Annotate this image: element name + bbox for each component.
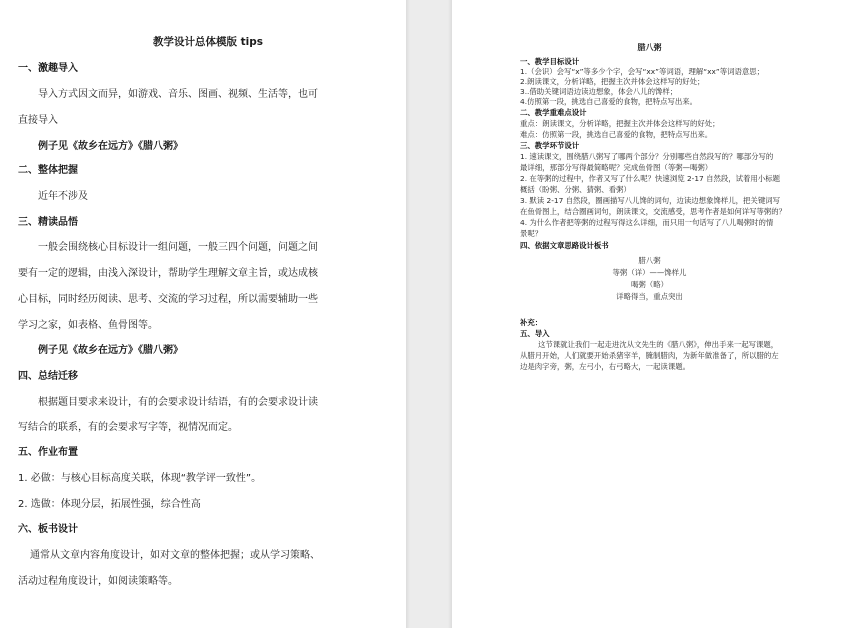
heading-close-reading: 三、精读品悟: [18, 217, 78, 228]
heading-homework: 五、作业布置: [18, 447, 78, 458]
paragraph-line: 重点：朗读课文，分析详略，把握主次并体会这样写的好处；: [520, 119, 720, 128]
paragraph-line: 这节课就让我们一起走进沈从文先生的《腊八粥》，伸出手来一起写课题，: [538, 340, 779, 349]
paragraph-line: 通常从文章内容角度设计，如对文章的整体把握；或从学习策略、: [30, 550, 320, 561]
list-item: 1.（会识）会写“x”等多少个字，会写“xx”等词语，理解“xx”等词语意思；: [520, 67, 765, 76]
example-line: 例子见《故乡在远方》《腊八粥》: [38, 141, 183, 152]
list-item: 2. 选做：体现分层，拓展性强，综合性高: [18, 499, 201, 510]
page-gutter: [406, 0, 452, 628]
board-line: 喝粥（略）: [631, 280, 668, 289]
board-line: 腊八粥: [638, 256, 661, 265]
board-line: 等粥（详）——馋样儿: [612, 268, 687, 277]
example-line: 例子见《故乡在远方》《腊八粥》: [38, 345, 183, 356]
paragraph-line: 心目标，同时经历阅读、思考、交流的学习过程，所以需要辅助一些: [18, 294, 318, 305]
heading-intro: 五、导入: [520, 329, 550, 338]
heading-overall: 二、整体把握: [18, 165, 78, 176]
paragraph-line: 根据题目要求来设计，有的会要求设计结语，有的会要求设计读: [38, 397, 318, 408]
list-item: 3..借助关键词语边读边想象，体会八儿的馋样；: [520, 87, 678, 96]
paragraph-line: 写结合的联系，有的会要求写字等，视情况而定。: [18, 422, 238, 433]
paragraph-line: 要有一定的逻辑，由浅入深设计，帮助学生理解文章主旨，或达成核: [18, 268, 318, 279]
list-item: 1. 必做：与核心目标高度关联，体现“教学评一致性”。: [18, 473, 262, 484]
paragraph-line: 1. 速读课文，围绕腊八粥写了哪两个部分？分别哪些自然段写的？哪部分写的: [520, 152, 774, 161]
paragraph-line: 概括（盼粥、分粥、猜粥、看粥）: [520, 185, 631, 194]
heading-steps: 三、教学环节设计: [520, 141, 580, 150]
page-title: 腊八粥: [637, 43, 662, 52]
paragraph-line: 在鱼骨图上，结合圈画词句，朗读课文，交流感受，思考作者是如何详写等粥的？: [520, 207, 787, 216]
heading-board: 六、板书设计: [18, 524, 78, 535]
paragraph-line: 近年不涉及: [38, 191, 88, 202]
document-page-left: [0, 0, 406, 628]
board-line: 详略得当，重点突出: [616, 292, 683, 301]
page-shadow: [406, 0, 410, 628]
heading-warmup: 一、激趣导入: [18, 63, 78, 74]
supplement-label: 补充：: [520, 318, 543, 327]
paragraph-line: 3. 默读 2-17 自然段，圈画描写八儿馋的词句，边读边想象馋样儿，把关键词写: [520, 196, 780, 205]
paragraph-line: 学习之家，如表格、鱼骨图等。: [18, 320, 158, 331]
paragraph-line: 2. 在等粥的过程中，作者又写了什么呢？快速浏览 2-17 自然段，试着用小标题: [520, 174, 780, 183]
paragraph-line: 一般会围绕核心目标设计一组问题，一般三四个问题，问题之间: [38, 242, 318, 253]
paragraph-line: 边是肉字旁，粥，左弓小，右弓略大，一起读课题。: [520, 362, 690, 371]
paragraph-line: 从腊月开始，人们就要开始杀猪宰羊，腌制腊肉，为新年做准备了，所以腊的左: [520, 351, 779, 360]
paragraph-line: 最详细，那部分写得最简略呢？完成鱼骨图（等粥—喝粥）: [520, 163, 713, 172]
heading-key-points: 二、教学重难点设计: [520, 108, 587, 117]
paragraph-line: 活动过程角度设计，如阅读策略等。: [18, 576, 178, 587]
paragraph-line: 景呢？: [520, 229, 543, 238]
paragraph-line: 导入方式因文而异，如游戏、音乐、图画、视频、生活等，也可: [38, 89, 318, 100]
heading-board-design: 四、依据文章思路设计板书: [520, 241, 609, 250]
paragraph-line: 难点：仿照第一段，挑选自己喜爱的食物，把特点写出来。: [520, 130, 713, 139]
paragraph-line: 4. 为什么作者把等粥的过程写得这么详细，而只用一句话写了八儿喝粥时的情: [520, 218, 774, 227]
heading-objectives: 一、教学目标设计: [520, 57, 580, 66]
paragraph-line: 直接导入: [18, 115, 58, 126]
document-page-right: [452, 0, 847, 628]
list-item: 4.仿照第一段，挑选自己喜爱的食物，把特点写出来。: [520, 97, 698, 106]
list-item: 2.朗读课文，分析详略，把握主次并体会这样写的好处；: [520, 77, 705, 86]
heading-summary: 四、总结迁移: [18, 371, 78, 382]
page-title: 教学设计总体模版 tips: [152, 36, 264, 48]
